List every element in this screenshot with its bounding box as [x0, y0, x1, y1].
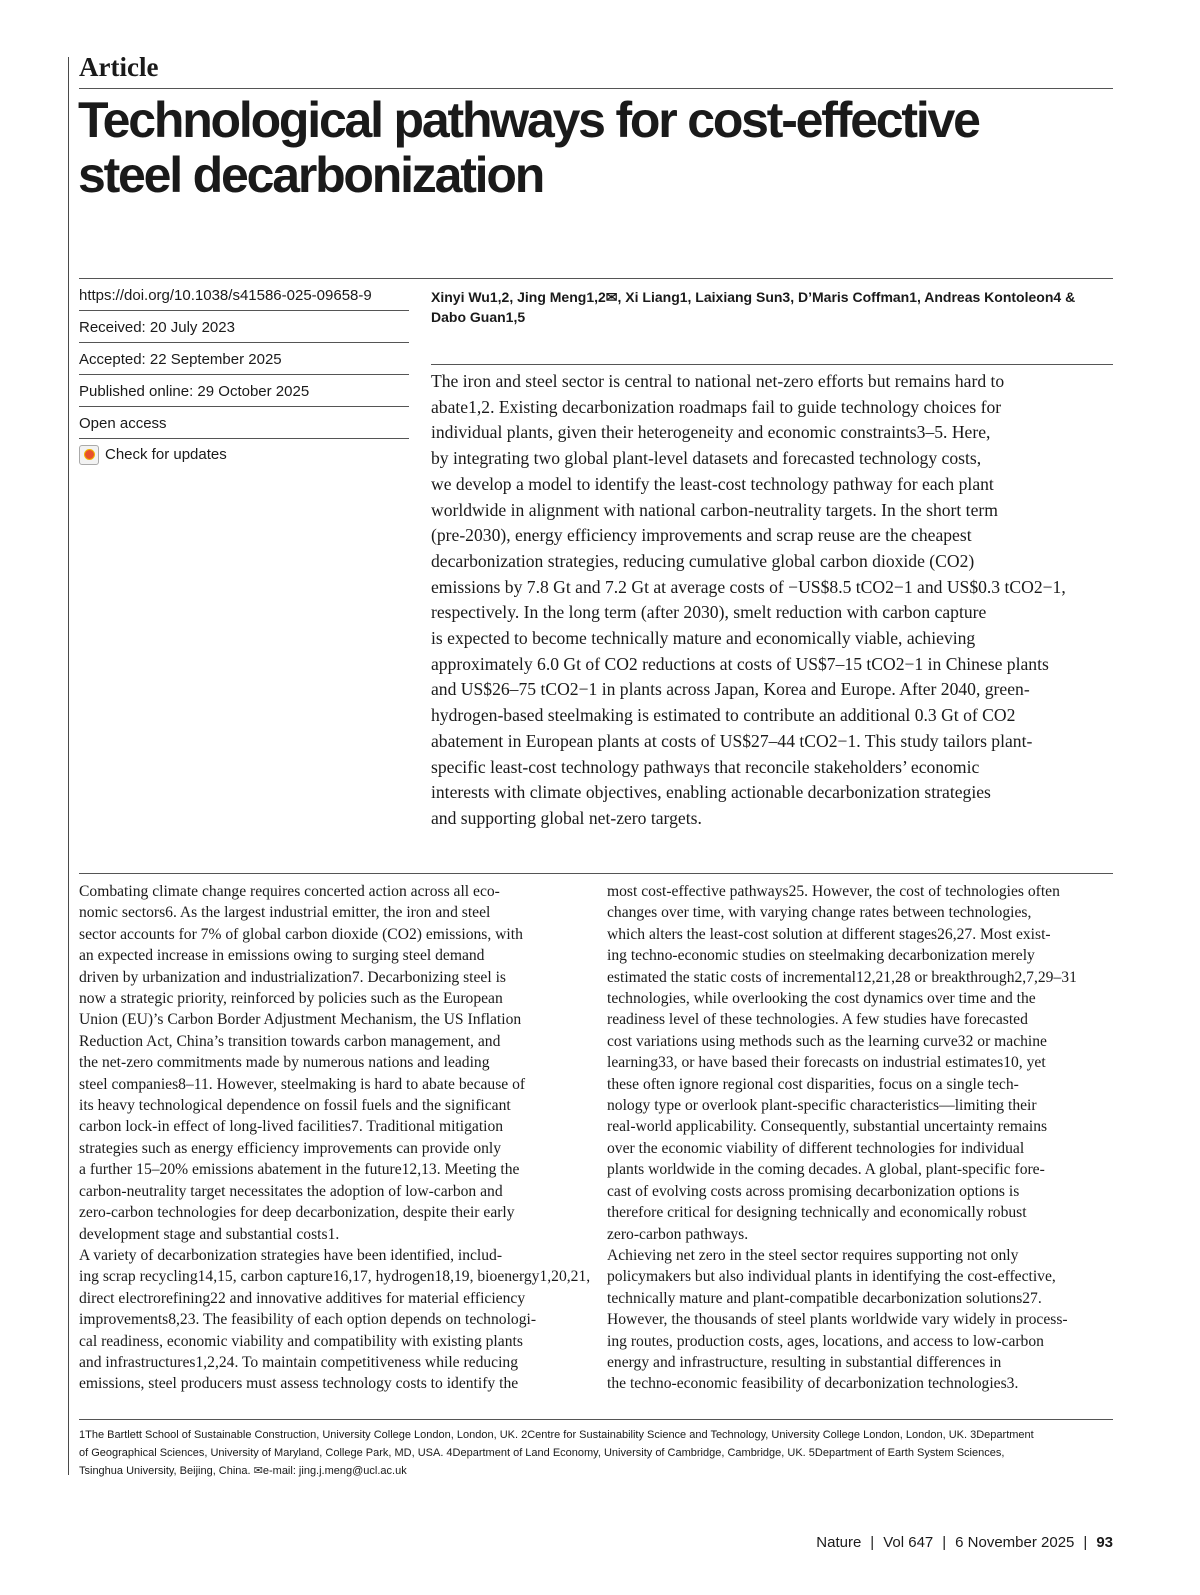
body-line: ing routes, production costs, ages, locations, and access to low-carbon: [607, 1332, 1044, 1350]
body-line: over the economic viability of different technologies for individual: [607, 1139, 1025, 1157]
article-type-label: Article: [79, 52, 159, 82]
abstract-line: worldwide in alignment with national carbon-neutrality targets. In the short term: [431, 499, 998, 520]
body-line: plants worldwide in the coming decades. A global, plant-specific fore-: [607, 1161, 1045, 1179]
body-line: Union (EU)’s Carbon Border Adjustment Mechanism, the US Inflation: [79, 1011, 522, 1029]
body-line: nology type or overlook plant-specific characteristics—limiting their: [607, 1097, 1037, 1115]
margin-rule: [68, 57, 69, 1475]
body-line: policymakers but also individual plants in identifying the cost-effective,: [607, 1268, 1056, 1286]
body-line: real-world applicability. Consequently, substantial uncertainty remains: [607, 1118, 1048, 1136]
body-line: nomic sectors6. As the largest industrial emitter, the iron and steel: [79, 904, 491, 922]
abstract-line: we develop a model to identify the least-cost technology pathway for each plant: [431, 473, 994, 494]
abstract-line: approximately 6.0 Gt of CO2 reductions at costs of US$7–15 tCO2−1 in Chinese plants: [431, 653, 1049, 674]
body-line: sector accounts for 7% of global carbon dioxide (CO2) emissions, with: [79, 925, 523, 943]
abstract-line: is expected to become technically mature and economically viable, achieving: [431, 628, 976, 649]
doi-link[interactable]: https://doi.org/10.1038/s41586-025-09658-9: [79, 279, 409, 311]
abstract-line: individual plants, given their heterogeneity and economic constraints3–5. Here,: [431, 422, 991, 443]
body-line: estimated the static costs of incremental12,21,28 or breakthrough2,7,29–31: [607, 968, 1077, 986]
article-metadata: [79, 279, 409, 470]
abstract: [431, 369, 1121, 832]
body-line: However, the thousands of steel plants worldwide vary widely in process-: [607, 1311, 1068, 1329]
abstract-line: and US$26–75 tCO2−1 in plants across Japan, Korea and Europe. After 2040, green-: [431, 679, 1030, 700]
body-line: energy and infrastructure, resulting in substantial differences in: [607, 1353, 1002, 1371]
body-line: readiness level of these technologies. A few studies have forecasted: [607, 1011, 1028, 1029]
footer-separator: |: [1083, 1534, 1088, 1551]
body-line: which alters the least-cost solution at different stages26,27. Most exist-: [607, 925, 1051, 943]
title-line: steel decarbonization: [78, 147, 544, 203]
check-for-updates-icon: [79, 445, 99, 465]
footer-separator: |: [942, 1534, 947, 1551]
body-line: technologies, while overlooking the cost dynamics over time and the: [607, 990, 1036, 1008]
abstract-line: (pre-2030), energy efficiency improvements and scrap reuse are the cheapest: [431, 525, 972, 546]
body-line: the net-zero commitments made by numerous nations and leading: [79, 1054, 490, 1072]
body-line: zero-carbon pathways.: [607, 1225, 749, 1243]
body-line: improvements8,23. The feasibility of each option depends on technologi-: [79, 1311, 537, 1329]
abstract-rule: [431, 364, 1113, 365]
body-line: emissions, steel producers must assess technology costs to identify the: [79, 1375, 519, 1393]
body-line: now a strategic priority, reinforced by policies such as the European: [79, 990, 503, 1008]
abstract-line: decarbonization strategies, reducing cumulative global carbon dioxide (CO2): [431, 550, 975, 571]
body-line: technically mature and plant-compatible decarbonization solutions27.: [607, 1289, 1042, 1307]
footnote-line: of Geographical Sciences, University of Maryland, College Park, MD, USA. 4Department of Land Economy, University of Cambridge, Cambridge, UK. 5Department of Earth System Sciences,: [79, 1447, 1005, 1459]
body-line: zero-carbon technologies for deep decarbonization, despite their early: [79, 1204, 515, 1222]
body-rule: [79, 873, 1113, 874]
body-line: and infrastructures1,2,24. To maintain competitiveness while reducing: [79, 1353, 519, 1371]
body-line: A variety of decarbonization strategies have been identified, includ-: [79, 1246, 503, 1264]
body-line: cast of evolving costs across promising decarbonization options is: [607, 1182, 1020, 1200]
header-rule: [79, 88, 1113, 89]
body-line: most cost-effective pathways25. However, the cost of technologies often: [607, 883, 1060, 900]
body-line: driven by urbanization and industrialization7. Decarbonizing steel is: [79, 968, 506, 986]
body-line: learning33, or have based their forecasts on industrial estimates10, yet: [607, 1054, 1046, 1072]
body-column-left: [79, 881, 589, 1395]
abstract-line: abatement in European plants at costs of US$27–44 tCO2−1. This study tailors plant-: [431, 730, 1033, 751]
abstract-line: emissions by 7.8 Gt and 7.2 Gt at average costs of −US$8.5 tCO2−1 and US$0.3 tCO2−1,: [431, 576, 1066, 597]
affiliations-footnote: [79, 1426, 1119, 1480]
received-date: Received: 20 July 2023: [79, 311, 409, 343]
article-title: [78, 93, 1118, 203]
check-for-updates-button[interactable]: [79, 439, 409, 470]
body-line: steel companies8–11. However, steelmaking is hard to abate because of: [79, 1075, 526, 1093]
published-date: Published online: 29 October 2025: [79, 375, 409, 407]
body-line: its heavy technological dependence on fossil fuels and the significant: [79, 1097, 511, 1115]
issue-date: 6 November 2025: [955, 1534, 1075, 1551]
page-number: 93: [1096, 1534, 1113, 1551]
footnote-line: Tsinghua University, Beijing, China. ✉e-mail: jing.j.meng@ucl.ac.uk: [79, 1465, 407, 1477]
body-line: a further 15–20% emissions abatement in the future12,13. Meeting the: [79, 1161, 520, 1179]
journal-name: Nature: [816, 1534, 862, 1551]
accepted-date: Accepted: 22 September 2025: [79, 343, 409, 375]
volume-number: Vol 647: [883, 1534, 934, 1551]
body-line: changes over time, with varying change rates between technologies,: [607, 904, 1032, 922]
body-column-right: [607, 881, 1117, 1395]
body-line: Achieving net zero in the steel sector requires supporting not only: [607, 1246, 1019, 1264]
abstract-line: and supporting global net-zero targets.: [431, 807, 702, 828]
author-line: Dabo Guan1,5: [431, 309, 526, 325]
footnote-line: 1The Bartlett School of Sustainable Construction, University College London, London, UK. 2Centre for Sustainability Science and Technology, University College London, London, UK. 3Department: [79, 1429, 1034, 1441]
body-line: the techno-economic feasibility of decarbonization technologies3.: [607, 1375, 1019, 1393]
open-access-label: Open access: [79, 407, 409, 439]
abstract-line: The iron and steel sector is central to national net-zero efforts but remains hard to: [431, 371, 1005, 391]
body-line: therefore critical for designing technically and economically robust: [607, 1204, 1027, 1222]
author-list: [431, 287, 1121, 327]
body-line: ing scrap recycling14,15, carbon capture16,17, hydrogen18,19, bioenergy1,20,21,: [79, 1268, 591, 1286]
body-line: carbon-neutrality target necessitates the adoption of low-carbon and: [79, 1182, 503, 1200]
body-line: an expected increase in emissions owing to surging steel demand: [79, 947, 485, 965]
body-line: carbon lock-in effect of long-lived facilities7. Traditional mitigation: [79, 1118, 504, 1136]
abstract-line: respectively. In the long term (after 2030), smelt reduction with carbon capture: [431, 602, 987, 623]
body-line: direct electrorefining22 and innovative additives for material efficiency: [79, 1289, 526, 1307]
body-line: development stage and substantial costs1.: [79, 1225, 340, 1243]
author-line: Xinyi Wu1,2, Jing Meng1,2✉, Xi Liang1, Laixiang Sun3, D’Maris Coffman1, Andreas Kontoleon4 &: [431, 289, 1076, 305]
body-line: strategies such as energy efficiency improvements can provide only: [79, 1139, 502, 1157]
body-line: Combating climate change requires concerted action across all eco-: [79, 883, 500, 900]
body-line: these often ignore regional cost disparities, focus on a single tech-: [607, 1075, 1019, 1093]
abstract-line: hydrogen-based steelmaking is estimated to contribute an additional 0.3 Gt of CO2: [431, 705, 1016, 726]
title-line: Technological pathways for cost-effective: [78, 92, 979, 148]
page-footer: [816, 1534, 1113, 1551]
footnote-rule: [79, 1419, 1113, 1420]
check-for-updates-label: Check for updates: [105, 445, 227, 463]
abstract-line: specific least-cost technology pathways that reconcile stakeholders’ economic: [431, 756, 980, 777]
body-line: ing techno-economic studies on steelmaking decarbonization merely: [607, 947, 1035, 965]
body-line: Reduction Act, China’s transition towards carbon management, and: [79, 1032, 501, 1050]
abstract-line: by integrating two global plant-level datasets and forecasted technology costs,: [431, 448, 982, 469]
footer-separator: |: [870, 1534, 875, 1551]
abstract-line: interests with climate objectives, enabling actionable decarbonization strategies: [431, 782, 991, 803]
abstract-line: abate1,2. Existing decarbonization roadmaps fail to guide technology choices for: [431, 396, 1002, 417]
body-line: cost variations using methods such as the learning curve32 or machine: [607, 1032, 1047, 1050]
body-line: cal readiness, economic viability and compatibility with existing plants: [79, 1332, 523, 1350]
